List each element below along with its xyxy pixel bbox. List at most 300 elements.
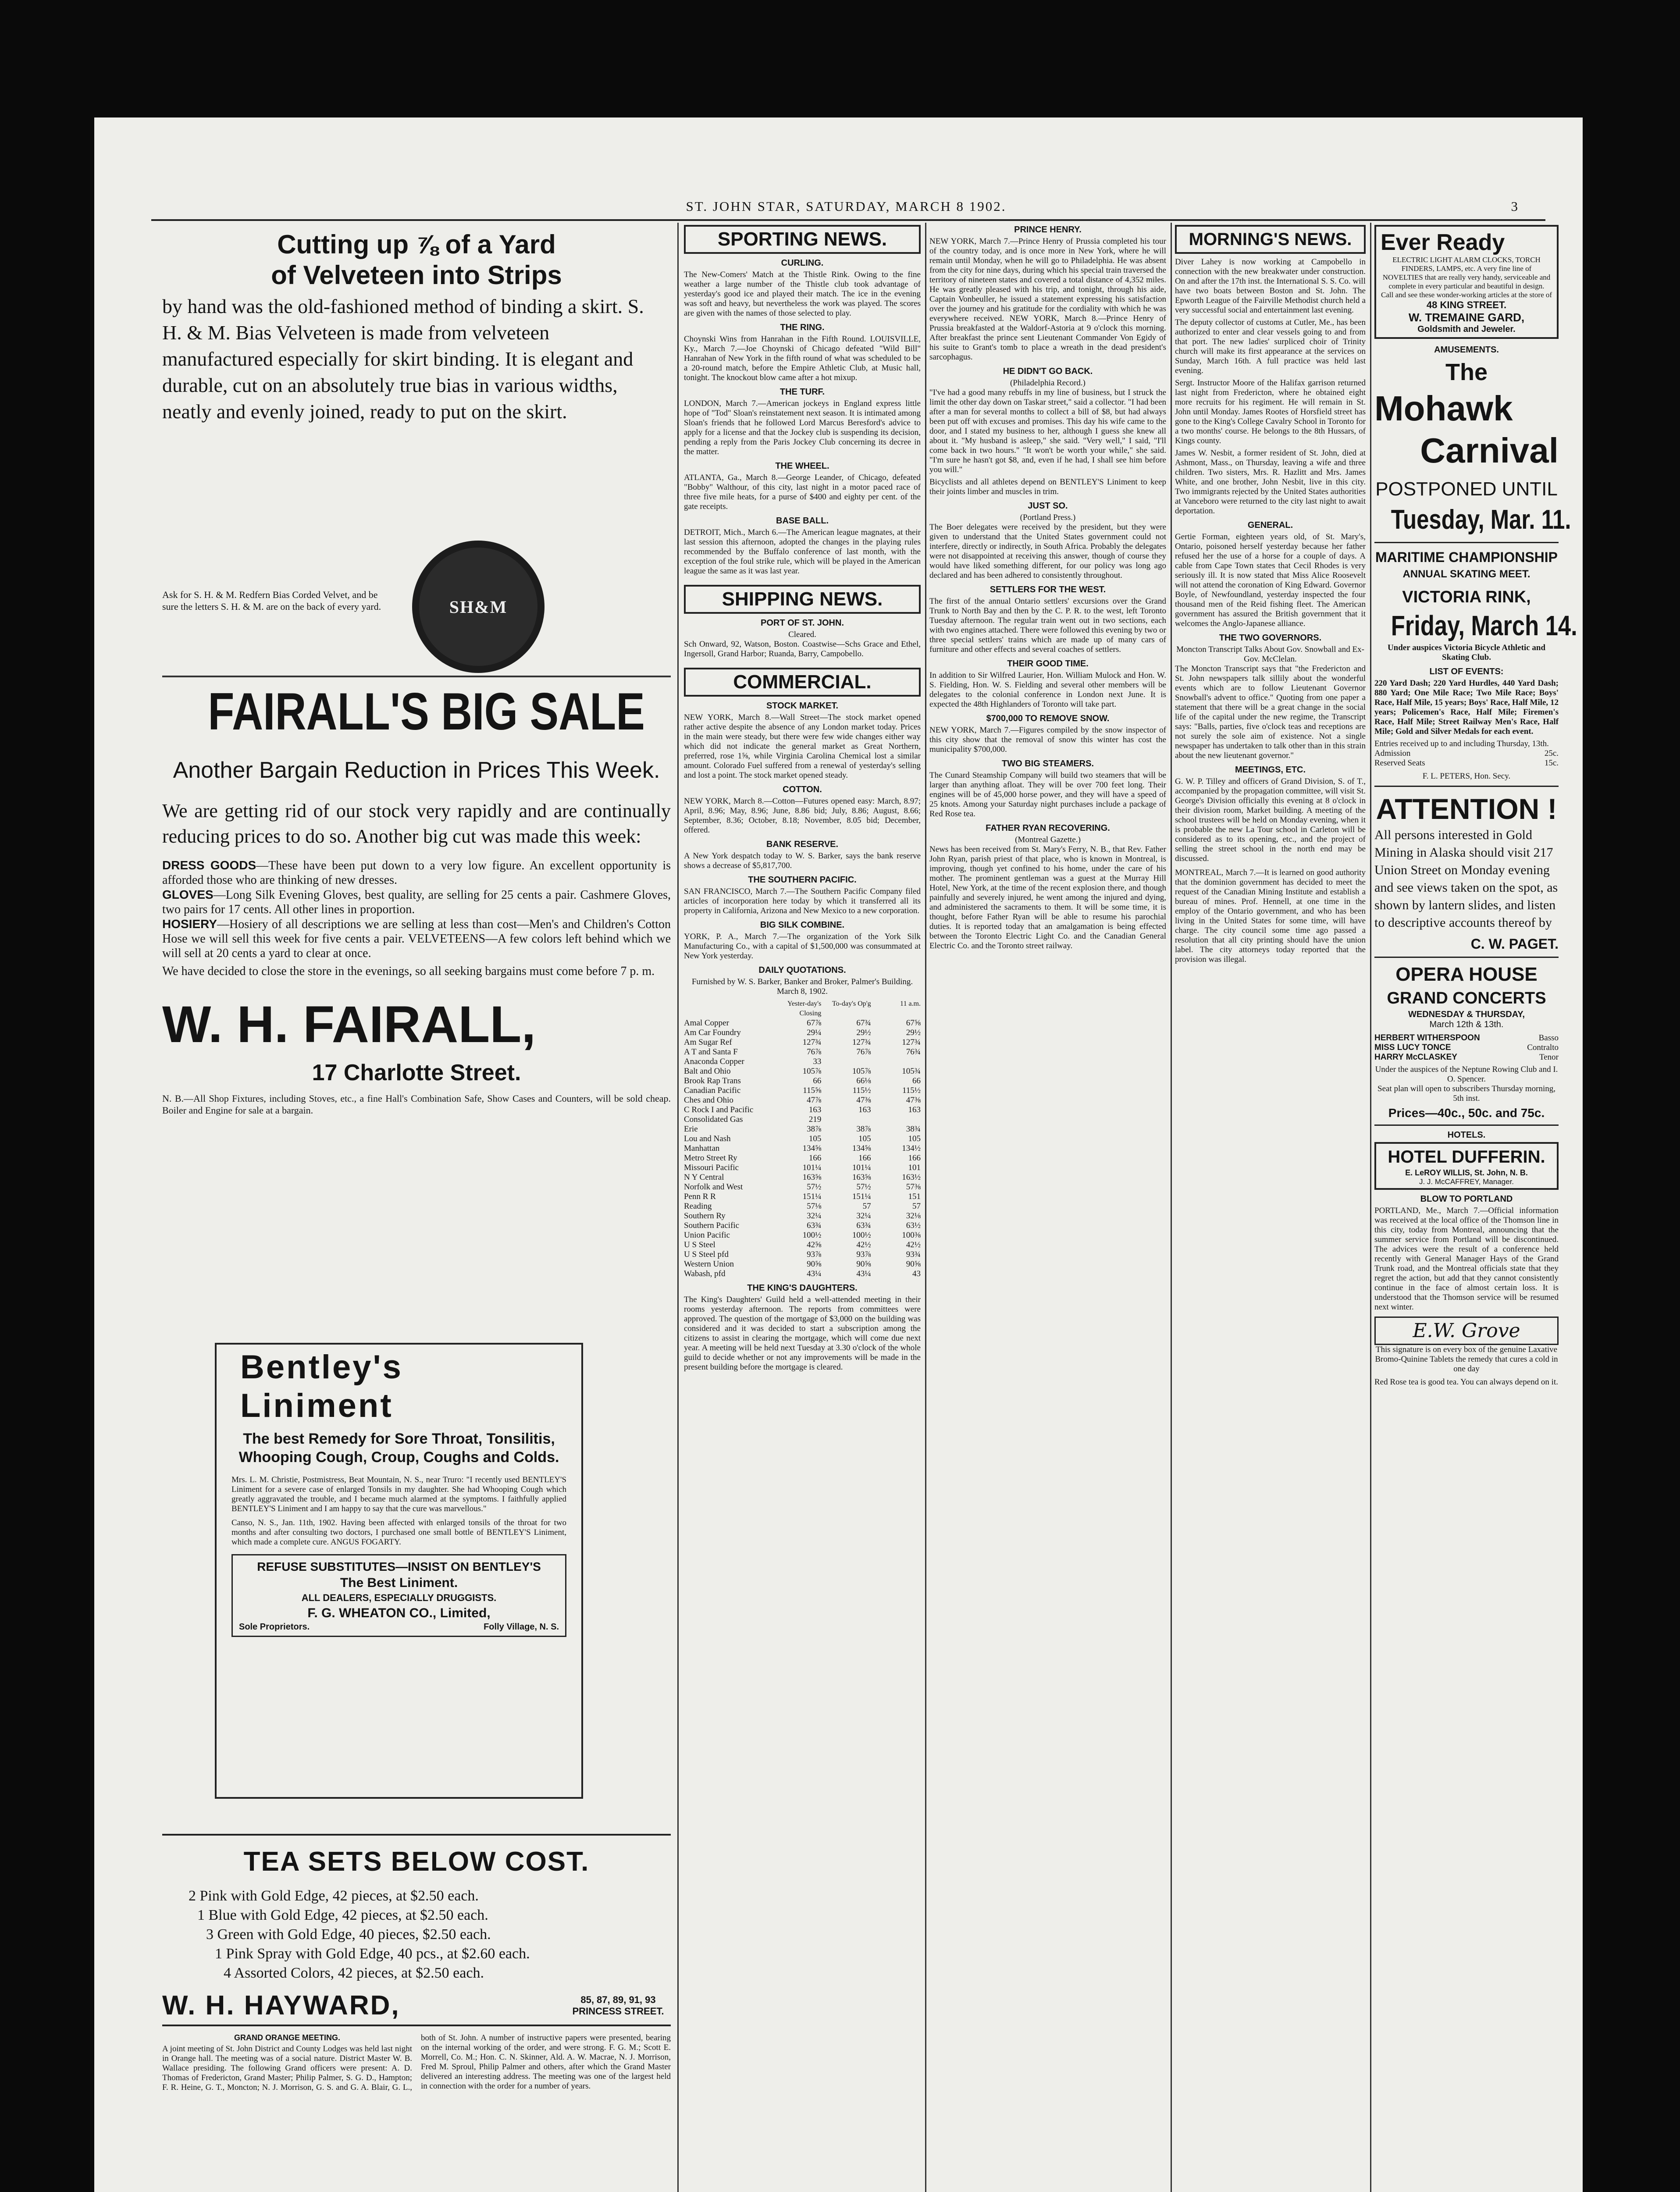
quote-security: Missouri Pacific [684,1163,739,1172]
victoria-rink: VICTORIA RINK, [1402,588,1531,606]
velveteen-headline [162,229,671,291]
fairall-intro: We are getting rid of our stock very rapidly and are continually reducing prices to do so. Another big cut was made this week: [162,800,671,847]
quote-price: 163 [808,1105,822,1114]
quote-security: Consolidated Gas [684,1115,743,1124]
column-divider [677,223,679,2192]
commercial-header [684,668,921,697]
father-ryan-head: FATHER RYAN RECOVERING. [986,823,1110,833]
carnival-mohawk: Mohawk [1374,389,1513,428]
page-number: 3 [1511,199,1519,214]
quote-price: 134⅝ [852,1144,871,1153]
ring-text: Choynski Wins from Hanrahan in the Fifth Round. LOUISVILLE, Ky., March 7.—Joe Choynski of Chicago defeated "Wild Bill" Hanrahan of New York in the fifth round of what was scheduled to be a 20-round match, before the Empire Athletic Club, at Music hall, tonight. The knockout blow came after a hot mixup. [684,334,921,382]
quote-security: Ches and Ohio [684,1096,733,1105]
fairall-name: W. H. FAIRALL, [162,996,536,1053]
item-name: GLOVES [162,888,214,901]
quote-price: 57½ [807,1182,822,1192]
general-text: Gertie Forman, eighteen years old, of St. Mary's, Ontario, poisoned herself yesterday because her father refused her the use of a horse for a couple of days. A cable from Cape Town states that Cecil Rhodes is very seriously ill. It is now stated that Miss Alice Roosevelt will not attend the coronation of King Edward. Governor Boyle, of Newfoundland, yesterday inspected the four thousand men of the Reid fishing fleet. The American government has assured the British government that it welcomes the Anglo-Japanese alliance. [1175,532,1366,628]
quote-security: Southern Pacific [684,1221,740,1230]
quote-price: 219 [808,1115,822,1124]
quote-price: 90⅝ [856,1260,871,1269]
daily-quotes-head: DAILY QUOTATIONS. [758,965,846,975]
shipping-text: Sch Onward, 92, Watson, Boston. Coastwise—Schs Grace and Ethel, Ingersoll, Grand Harbor; Ruanda, Barry, Campobello. [684,640,921,658]
quote-price: 127¾ [902,1038,921,1047]
quote-price: 166 [808,1153,822,1163]
turf-text: LONDON, March 7.—American jockeys in England express little hope of "Tod" Sloan's reinstatement next season. It is intimated among Sloan's friends that he followed Lord Marcus Beresford's advice to apply for a license and that the Jockey club is suspending its decision, pending a reply from the Paris Jockey Club concerning its decree in the matter. [684,399,921,456]
governors-text: The Moncton Transcript says that "the Fredericton and St. John newspapers talk sillily about the wonderful events which are to follow Lieutenant Governor Snowball's advent to office." Quoting from one paper a statement that there will be a great change in the social life of the capital under the new regime, the Transcript says: "Balls, parties, five o'clock teas and receptions are not surely the sole aim of existence. Not a single newspaper has undertaken to talk other than in this strain about the new lieutenant governor." [1175,664,1366,760]
orange-text: A joint meeting of St. John District and County Lodges was held last night in Orange hall. The meeting was of a social nature. District Master W. B. Wallace presiding. The following Grand officers were present: A. D. Thomas of Fredericton, Grand Master; Philip Palmer, S. G. D., Hampton; F. R. Heine, G. T., Moncton; N. J. Morrison, G. S. and G. A. Blair, G. L., both of St. John. A number of instructive papers were presented, bearing on the internal working of the order, and were strong. F. G. M.; Scott E. Morrell, Co. M.; Hon. C. N. Skinner, Ald. A. W. Macrae, N. J. Morrison, Fred M. Sproul, Philip Palmer and others, after which the Grand Master delivered an interesting address. The meeting was one of the largest held in connection with the order for a number of years. [162,2033,671,2092]
quote-security: Amal Copper [684,1018,729,1028]
quote-price: 134½ [902,1144,921,1153]
quote-row [684,1231,921,1240]
performer-name: HERBERT WITHERSPOON [1374,1033,1480,1043]
quote-price: 127¾ [852,1038,871,1047]
quote-price: 115½ [852,1086,871,1095]
settlers-text: The first of the annual Ontario settlers' excursions over the Grand Trunk to North Bay and then by the C. P. R. to the west, left Toronto Tuesday afternoon. The regular train went out in two sections, each with two engines attached. There were followed this evening by two or three special settlers' trains which are made up of many cars of furniture and other effects and several coaches of settlers. [929,597,1166,654]
ring-head: THE RING. [780,323,825,332]
news-column [929,225,1166,2192]
quote-security: Penn R R [684,1192,716,1201]
quote-row [684,1144,921,1153]
bentley-refuse: REFUSE SUBSTITUTES—INSIST ON BENTLEY'S [257,1560,541,1573]
curling-head: CURLING. [781,258,824,268]
quote-price: 166 [908,1153,921,1163]
silk-text: YORK, P. A., March 7.—The organization of the York Silk Manufacturing Co., with a capital of $1,500,000 was consummated at New York yesterday. [684,932,921,961]
masthead-title: ST. JOHN STAR, SATURDAY, MARCH 8 1902. [686,199,1007,214]
quote-price: 93⅞ [807,1250,822,1259]
column-divider [1370,223,1371,2192]
quote-row [684,1240,921,1250]
quote-price: 47⅞ [807,1096,822,1105]
morning-paragraph: The deputy collector of customs at Cutler, Me., has been authorized to enter and clear vessels going to and from that port. The new ladies' surpliced choir of Trinity church will make its first appearance at the services on Sunday, March 16th. A full practice was held last evening. [1175,318,1366,375]
quote-price: 76⅞ [856,1047,871,1057]
quote-security: A T and Santa F [684,1047,738,1057]
masthead-rule [151,219,1545,221]
admission-row [1374,749,1559,758]
tea-item: 1 Blue with Gold Edge, 42 pieces, at $2.50 each. [197,1907,488,1923]
fairall-items [162,858,671,961]
bentley-proprietors: Sole Proprietors. [239,1622,310,1632]
quote-price: 93⅞ [856,1250,871,1259]
advertisement-column [162,225,671,2192]
bentley-tagline: The best Remedy for Sore Throat, Tonsilitis, Whooping Cough, Croup, Coughs and Colds. [238,1430,559,1466]
bentley-testimonial: Mrs. L. M. Christie, Postmistress, Beat Mountain, N. S., near Truro: "I recently used BENTLEY'S Liniment for a severe case of enlarged Tonsils in my daughter. She had Whooping Cough which greatly aggravated the trouble, and I became much alarmed at the symptoms. I faithfully applied BENTLEY'S Liniment and I am happy to say that the cure was marvellous." [231,1475,566,1513]
quote-row [684,1105,921,1115]
quote-price: 42½ [856,1240,871,1249]
quote-price: 47⅜ [856,1096,871,1105]
concert-dates: March 12th & 13th. [1429,1020,1504,1029]
quote-price: 42⅝ [807,1240,822,1249]
sporting-headline: SPORTING NEWS. [717,228,887,250]
quote-price: 76¾ [906,1047,921,1057]
shipping-cleared: Cleared. [788,630,816,639]
cotton-head: COTTON. [783,785,822,794]
quote-price: 47⅜ [906,1096,921,1105]
quote-price: 101¼ [802,1163,822,1172]
attention-headline: ATTENTION ! [1376,793,1557,825]
item-name: HOSIERY [162,917,217,931]
quote-price: 93¾ [906,1250,921,1259]
quote-security: U S Steel pfd [684,1250,729,1259]
column-divider [1171,223,1172,2192]
concert-days: WEDNESDAY & THURSDAY, [1408,1010,1525,1019]
prince-henry-head: PRINCE HENRY. [1014,225,1082,235]
quote-price: 32¼ [807,1211,822,1221]
bentley-ad [215,1343,583,1799]
bentley-dealers: ALL DEALERS, ESPECIALLY DRUGGISTS. [301,1592,497,1603]
quote-row [684,1018,921,1028]
fairall-address: 17 Charlotte Street. [312,1060,521,1085]
quote-security: Lou and Nash [684,1134,731,1143]
quote-table [684,999,921,1279]
quote-col-header: 11 a.m. [900,1000,921,1007]
admission-label: Admission [1374,749,1411,758]
steamers-text: The Cunard Steamship Company will build two steamers that will be larger than anything afloat. They will be over 700 feet long. Their engines will be of 45,000 horse power, and they will have a speed of 25 knots. Among your Saturday night purchases include a package of Red Rose tea. [929,771,1166,818]
didnt-go-back-source: (Philadelphia Record.) [1010,378,1086,388]
performer-row [1374,1033,1559,1043]
quote-security: Union Pacific [684,1231,730,1240]
kings-daughters-text: The King's Daughters' Guild held a well-attended meeting in their rooms yesterday afternoon. The reports from committees were approved. The question of the mortgage of $3,000 on the building was considered and it was decided to start a subscription among the citizens to assist in clearing the mortgage, which will come due next year. A meeting will be held next Tuesday at 3.30 o'clock of the whole guild to decide whether or not any improvements will be made in the present building before the mortgage is cleared. [684,1295,921,1372]
quote-row [684,1202,921,1211]
quote-price: 151¼ [802,1192,822,1201]
morning-paragraph: Sergt. Instructor Moore of the Halifax garrison returned last night from Fredericton, where he obtained eight more recruits for his regiment. He will remain in St. John until Monday. James Rootes of Horsfield street has gone to the King's College Cavalry School in Toronto for a two months' course. He belongs to the 8th Hussars, of Kings county. [1175,378,1366,445]
quote-col-header: To-day's Op'g [832,1000,871,1007]
mornings-news-column [1175,225,1366,2192]
quote-rows [684,1018,921,1279]
item-text: —Long Silk Evening Gloves, best quality, are selling for 25 cents a pair. Cashmere Gloves, two pairs for 17 cents. All other lines in proportion. [162,888,671,916]
quote-price: 38⅞ [856,1124,871,1134]
meetings-head: MEETINGS, ETC. [1235,765,1306,775]
quote-row [684,1047,921,1057]
orange-meeting-article [162,2033,671,2092]
quote-row [684,1192,921,1202]
bank-head: BANK RESERVE. [766,840,839,849]
opera-prices: Prices—40c., 50c. and 75c. [1388,1106,1545,1120]
item-text: —These have been put down to a very low figure. An excellent opportunity is afforded those who are thinking of new dresses. [162,859,671,887]
quote-price: 32¼ [856,1211,871,1221]
tea-headline: TEA SETS BELOW COST. [243,1847,590,1877]
opera-seat-plan: Seat plan will open to subscribers Thursday morning, 5th inst. [1377,1084,1555,1103]
ever-ready-ad [1374,225,1559,339]
amusements-head: AMUSEMENTS. [1434,345,1499,355]
just-so-source: (Portland Press.) [1020,513,1076,522]
paget-name: C. W. PAGET. [1470,936,1559,952]
quote-price: 57 [862,1202,871,1211]
reserved-price: 15c. [1544,758,1559,768]
hayward-address: 85, 87, 89, 91, 93 PRINCESS STREET. [572,1994,664,2017]
hotel-name: HOTEL DUFFERIN. [1388,1147,1545,1167]
quote-row [684,1269,921,1279]
quote-price: 105⅞ [852,1067,871,1076]
cotton-text: NEW YORK, March 8.—Cotton—Futures opened easy: March, 8.97; April, 8.96; May, 8.96; June, 8.86 bid; July, 8.86; August, 8.66; September, 8.36; October, 8.18; November, 8.05 bid; December, offered. [684,797,921,835]
silk-head: BIG SILK COMBINE. [760,920,845,930]
quote-security: Wabash, pfd [684,1269,726,1278]
quote-price [877,1057,921,1067]
quote-price: 163⅝ [802,1173,822,1182]
quote-price: 134⅝ [802,1144,822,1153]
quote-price: 67¾ [856,1018,871,1028]
quote-price: 100⅜ [902,1231,921,1240]
quote-price: 57 [912,1202,921,1211]
governors-subhead: Moncton Transcript Talks About Gov. Snowball and Ex-Gov. McClelan. [1176,645,1364,664]
quote-table-header [684,999,921,1018]
quote-price: 29½ [906,1028,921,1037]
maritime-championship: MARITIME CHAMPIONSHIP [1375,549,1558,565]
bentley-title [240,1348,575,1425]
fairall-headline: FAIRALL'S BIG SALE [208,682,645,741]
carnival-date: Tuesday, Mar. 11. [1391,505,1571,535]
baseball-text: DETROIT, Mich., March 6.—The American league magnates, at their last session this afternoon, adopted the changes in the playing rules recommended by the Buffalo conference of last month, with the exception of the foul strike rule, which will be played in the American league the same as it was last year. [684,528,921,576]
fairall-item [162,887,671,917]
bentley-title-line2: Liniment [240,1387,393,1424]
turf-head: THE TURF. [779,387,825,397]
quote-row [684,1163,921,1173]
mornings-news-header [1175,225,1366,254]
quote-security: Brook Rap Trans [684,1076,741,1085]
quote-security: Canadian Pacific [684,1086,741,1095]
amusements-column [1374,225,1577,2192]
quote-row [684,1115,921,1124]
quote-price: 33 [813,1057,822,1066]
quote-price: 57½ [856,1182,871,1192]
events-list: 220 Yard Dash; 220 Yard Hurdles, 440 Yard Dash; 880 Yard; One Mile Race; Two Mile Race; Boys' Race, Half Mile, 15 years; Boys' Race, Half Mile, 12 years; Policemen's Race, Half Mile; Firemen's Race, Half Mile; Street Railway Men's Race, Half Mile; Gold and Silver Medals for each event. [1374,679,1559,736]
quote-price: 63½ [906,1221,921,1230]
bentley-best: The Best Liniment. [340,1576,458,1590]
quote-row [684,1134,921,1144]
hotel-dufferin-ad [1374,1142,1559,1190]
skating-meet-ad [1374,543,1577,787]
bentley-title-line1: Bentley's [240,1349,403,1386]
hotels-head: HOTELS. [1447,1130,1486,1140]
baseball-head: BASE BALL. [776,516,829,526]
quote-price: 163 [908,1105,921,1114]
quote-price: 105 [908,1134,921,1143]
general-head: GENERAL. [1247,520,1293,530]
quote-price: 42½ [906,1240,921,1249]
grove-text: This signature is on every box of the genuine Laxative Bromo-Quinine Tablets the remedy that cures a cold in one day [1375,1345,1558,1374]
quote-price: 105¾ [902,1067,921,1076]
didnt-go-back-head: HE DIDN'T GO BACK. [1003,367,1093,376]
fairall-item [162,858,671,887]
quote-price [827,1115,871,1124]
orange-head: GRAND ORANGE MEETING. [234,2033,340,2042]
snow-text: NEW YORK, March 7.—Figures compiled by the snow inspector of this city show that the removal of snow this winter has cost the municipality $700,000. [929,726,1166,754]
ever-ready-name: W. TREMAINE GARD, [1408,311,1525,324]
shipping-headline: SHIPPING NEWS. [722,588,883,610]
quote-security: N Y Central [684,1173,724,1182]
quote-price: 67⅞ [807,1018,822,1028]
snow-head: $700,000 TO REMOVE SNOW. [986,714,1110,723]
quote-price: 101 [908,1163,921,1172]
portland-head: BLOW TO PORTLAND [1420,1194,1513,1204]
good-time-head: THEIR GOOD TIME. [1007,659,1089,669]
pacific-head: THE SOUTHERN PACIFIC. [748,875,857,885]
kings-daughters-head: THE KING'S DAUGHTERS. [747,1283,858,1293]
quote-price: 100½ [852,1231,871,1240]
quote-price: 163⅝ [852,1173,871,1182]
quote-row [684,1028,921,1038]
grove-signature: E.W. Grove [1374,1317,1559,1345]
quote-security: Western Union [684,1260,734,1269]
quote-col-header: Yester-day's Closing [787,1000,822,1017]
settlers-head: SETTLERS FOR THE WEST. [989,585,1106,594]
quote-price: 166 [858,1153,871,1163]
bentley-footer [239,1622,559,1632]
carnival-postponed: POSTPONED UNTIL [1375,478,1558,500]
fairall-closing: We have decided to close the store in the evenings, so all seeking bargains must come before 7 p. m. [162,964,655,978]
cyclists-note: Bicyclists and all athletes depend on BENTLEY'S Liniment to keep their joints limber and muscles in trim. [929,477,1166,496]
quote-price [877,1115,921,1124]
quote-price: 100½ [802,1231,822,1240]
carnival-title: Carnival [1420,431,1559,470]
father-ryan-source: (Montreal Gazette.) [1015,835,1081,844]
quote-price: 115½ [902,1086,921,1095]
skating-date: Friday, March 14. [1391,610,1577,641]
tea-item: 4 Assorted Colors, 42 pieces, at $2.50 each. [224,1965,484,1981]
quote-price: 163½ [902,1173,921,1182]
tea-item: 3 Green with Gold Edge, 40 pieces, $2.50 each. [206,1926,491,1943]
quote-price: 29½ [856,1028,871,1037]
quote-row [684,1153,921,1163]
velveteen-headline-line2: of Velveteen into Strips [271,260,562,290]
quote-row [684,1096,921,1105]
mohawk-carnival-ad [1374,357,1571,543]
column-divider [925,223,926,2192]
quote-price: 105 [858,1134,871,1143]
carnival-the: The [1445,359,1488,385]
fairall-note: N. B.—All Shop Fixtures, including Stoves, etc., a fine Hall's Combination Safe, Show Cases and Counters, will be sold cheap. Boiler and Engine for sale at a bargain. [162,1093,671,1116]
pacific-text: SAN FRANCISCO, March 7.—The Southern Pacific Company filed articles of incorporation here today by which it transferred all its property in California, Arizona and New Mexico to a new corporation. [684,887,921,915]
stock-text: NEW YORK, March 8.—Wall Street—The stock market opened rather active despite the absence of any London market today. Prices in the main were steady, but there were few wide changes either way which did not indicate the general market as Great Northern, preferred, rose 1⅝, while Virginia Carolina Chemical lost a similar amount. Colorado Fuel suffered from a renewal of yesterday's selling and lost a point. The stock market opened steady. [684,713,921,780]
bentley-company: F. G. WHEATON CO., Limited, [307,1606,491,1620]
performer-role: Basso [1538,1033,1559,1043]
admission-price: 25c. [1544,749,1559,758]
quote-security: Manhattan [684,1144,720,1153]
hayward-name: W. H. HAYWARD, [162,1990,400,2021]
wheel-text: ATLANTA, Ga., March 8.—George Leander, of Chicago, defeated "Bobby" Walthour, of this city, last night in a motor paced race of three five mile heats, for a purse of $400 and eighty per cent. of the gate receipts. [684,473,921,511]
good-time-text: In addition to Sir Wilfred Laurier, Hon. William Mulock and Hon. W. S. Fielding, Hon. W. S. Fielding and several other members will be delegates to the colonial conference in London next June. It is expected the 48th Highlanders of Toronto will take part. [929,671,1166,709]
attention-ad [1374,787,1559,958]
performer-list [1374,1033,1559,1062]
skating-auspices: Under auspices Victoria Bicycle Athletic and Skating Club. [1387,643,1546,662]
quote-price: 29¼ [807,1028,822,1037]
opera-headline: OPERA HOUSE [1395,964,1538,985]
quote-price: 127¾ [802,1038,822,1047]
quote-price: 43¼ [856,1269,871,1278]
steamers-head: TWO BIG STEAMERS. [1002,759,1094,769]
quote-row [684,1250,921,1260]
quote-price: 67⅝ [906,1018,921,1028]
ever-ready-call: Call and see these wonder-working articles at the store of [1381,291,1552,299]
grove-signature-ad [1374,1317,1559,1387]
quote-price: 66 [813,1076,822,1085]
quote-price: 63¾ [856,1221,871,1230]
item-name: DRESS GOODS [162,858,256,872]
shipping-sub: PORT OF ST. JOHN. [760,618,844,628]
quote-security: Erie [684,1124,698,1134]
father-ryan-text: News has been received from St. Mary's Ferry, N. B., that Rev. Father John Ryan, parish priest of that place, who is known in Montreal, is improving, though yet confined to his home, under the care of his mother. The prominent gentleman was a guest at the Murray Hill Hotel, New York, at the time of the recent explosion there, and though painfully and severely injured, he went among the injured and dying, and administered the sacraments to them. It will be some time, it is thought, before Father Ryan will be able to resume his parochial duties. It is reported today that an amalgamation is being effected between the Toronto Electric Light Co. and the Canadian General Electric Co. and the Toronto street railway. [929,845,1166,950]
quote-price [827,1057,871,1067]
performer-name: HARRY McCLASKEY [1374,1053,1457,1062]
tea-sets-ad [162,1834,671,2026]
quote-price: 57⅜ [906,1182,921,1192]
quote-price: 151 [908,1192,921,1201]
ever-ready-trade: Goldsmith and Jeweler. [1417,324,1516,334]
mornings-news-headline: MORNING'S NEWS. [1189,230,1352,249]
quote-price: 57⅛ [807,1202,822,1211]
fairall-item [162,917,671,961]
item-text: —Hosiery of all descriptions we are selling at less than cost—Men's and Children's Cotton Hose we will sell this week for five cents a pair. VELVETEENS—A few colors left behind which we will sell at 20 cents a yard to clear at once. [162,918,671,960]
quote-row [684,1221,921,1231]
secretary-name: F. L. PETERS, Hon. Secy. [1422,772,1511,781]
quote-price: 32⅛ [906,1211,921,1221]
stock-head: STOCK MARKET. [766,701,839,711]
tea-items [189,1886,671,1983]
quote-security: Am Sugar Ref [684,1038,732,1047]
hotel-proprietor: E. LeROY WILLIS, St. John, N. B. [1405,1168,1528,1177]
opera-house-ad [1374,958,1559,1126]
velveteen-ad [162,229,671,672]
ad-divider [162,676,671,677]
quote-security: Norfolk and West [684,1182,743,1192]
shipping-header [684,585,921,614]
reserved-row [1374,758,1559,768]
annual-skating-meet: ANNUAL SKATING MEET. [1402,568,1531,580]
quote-row [684,1076,921,1086]
quote-price: 38¾ [906,1124,921,1134]
entries-note: Entries received up to and including Thursday, 13th. [1374,739,1549,748]
just-so-head: JUST SO. [1028,501,1068,511]
quote-row [684,1067,921,1076]
quote-price: 76⅞ [807,1047,822,1057]
tea-footer [162,1990,671,2026]
performer-row [1374,1043,1559,1053]
quote-price: 105⅞ [802,1067,822,1076]
fairall-subheading: Another Bargain Reduction in Prices This Week. [173,758,660,783]
quote-row [684,1260,921,1269]
shm-seal-logo [412,541,545,673]
morning-paragraph: James W. Nesbit, a former resident of St. John, died at Ashmont, Mass., on Thursday, leaving a wife and three children. Two sisters, Mrs. R. Hazlitt and Mrs. James White, and one brother, John Nesbit, live in this city. Two immigrants rejected by the United States authorities at Vanceboro were returned to the city last night to await deportation. [1175,448,1366,516]
quote-security: Balt and Ohio [684,1067,731,1076]
performer-role: Contralto [1527,1043,1559,1052]
quote-price: 151¼ [852,1192,871,1201]
bentley-place: Folly Village, N. S. [484,1622,559,1632]
performer-name: MISS LUCY TONCE [1374,1043,1451,1052]
morning-paragraph: Diver Lahey is now working at Campobello in connection with the new breakwater under construction. On and after the 17th inst. the International S. S. Co. will have two boats between Boston and St. John. The Epworth League of the Fairville Methodist church held a very successful social and entertainment last evening. [1175,257,1366,315]
velveteen-headline-line1: Cutting up ⅞ of a Yard [277,230,556,259]
quote-security: Metro Street Ry [684,1153,737,1163]
reserved-label: Reserved Seats [1374,758,1425,768]
commercial-headline: COMMERCIAL. [733,671,872,693]
sporting-commercial-column [684,225,921,2192]
hotel-manager: J. J. McCAFFREY, Manager. [1419,1178,1514,1186]
portland-text: PORTLAND, Me., March 7.—Official information was received at the local office of the Thomson line in this city, today from Montreal, announcing that the summer service from Portland will be discontinued. The advices were the result of a conference held recently with General Manager Hays of the Grand Trunk road, and the Montreal officials state that they regret the action, but add that they cannot consistently continue in the face of almost certain loss. It is understood that the Thomson service will be resumed next winter. [1374,1206,1559,1312]
grand-concerts: GRAND CONCERTS [1387,989,1546,1007]
sporting-header [684,225,921,254]
quote-row [684,1038,921,1047]
quote-security: C Rock I and Pacific [684,1105,754,1114]
ever-ready-address: 48 KING STREET. [1426,299,1507,310]
curling-text: The New-Comers' Match at the Thistle Rink. Owing to the fine weather a large number of the Thistle club took advantage of yesterday's good ice and played their match. The ice in the evening was soft and heavy, but nevertheless the work was played. The scores are given with the names of those selected to play. [684,270,921,318]
masthead [156,199,1537,216]
bentley-refuse-box [231,1554,566,1637]
velveteen-body: by hand was the old-fashioned method of binding a skirt. S. H. & M. Bias Velveteen is made from velveteen manufactured especially for skirt binding. It is elegant and durable, cut on an absolutely true bias in various widths, neatly and evenly joined, ready to put on the skirt. [162,295,644,423]
quote-row [684,1211,921,1221]
seal-text: SH&M [449,597,508,617]
quote-price: 43 [912,1269,921,1278]
quote-price: 66⅛ [856,1076,871,1085]
fairall-ad [162,681,671,1317]
quote-price: 90⅝ [906,1260,921,1269]
